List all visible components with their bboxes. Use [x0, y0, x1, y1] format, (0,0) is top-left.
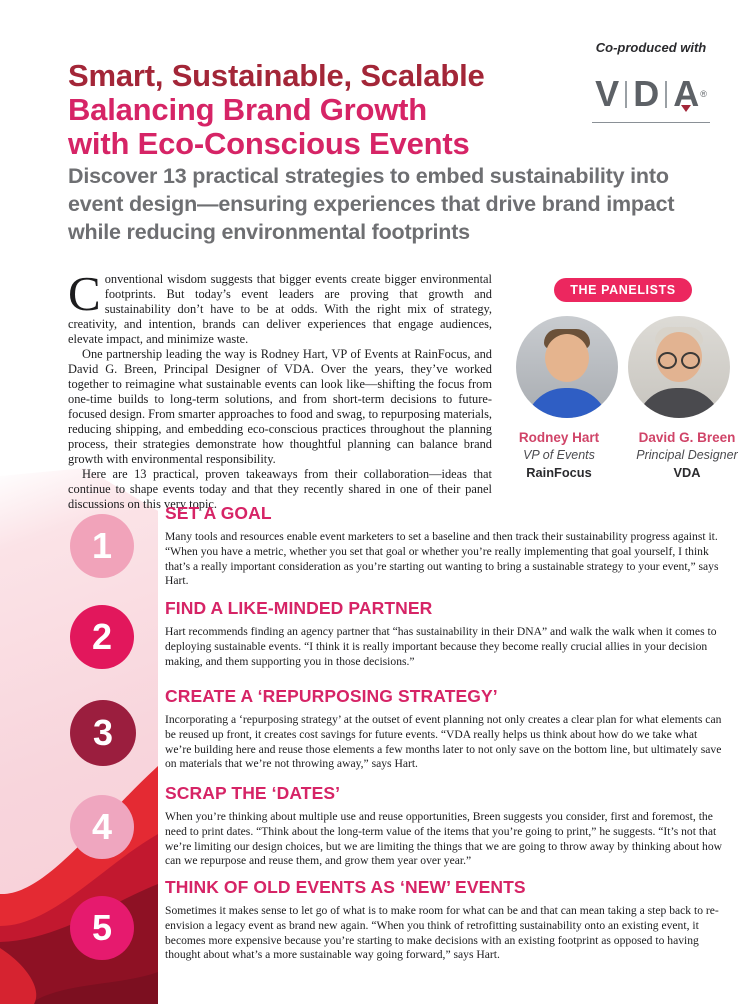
- avatar-shirt: [525, 388, 609, 418]
- section-repurposing-strategy: [165, 686, 725, 772]
- intro-paragraph-1: [68, 266, 492, 347]
- panelist-company: RainFocus: [526, 465, 592, 480]
- avatar-shirt: [636, 388, 722, 418]
- drop-cap: C: [68, 266, 101, 321]
- vda-letter-v: V: [595, 73, 620, 114]
- panelist-name: David G. Breen: [638, 430, 736, 445]
- intro-paragraph-2: One partnership leading the way is Rodney Hart, VP of Events at RainFocus, and David G. Breen, Principal Designer of VDA. Over the years, they’ve worked together to reimagine what sustainable events can look like—shifting the focus from one-time builds to long-term solutions, and from short-term decisions to future-focused design. From smarter approaches to food and swag, to repurposing materials, reducing shipping, and embedding eco-conscious practices throughout the planning process, their strategies demonstrate how thoughtful planning can balance brand growth with environmental responsibility.: [68, 347, 492, 466]
- section-set-a-goal: [165, 503, 725, 589]
- panelists-badge: THE PANELISTS: [554, 278, 692, 302]
- panelist-title: VP of Events: [523, 448, 595, 462]
- number-circle-5: 5: [70, 896, 134, 960]
- panelist-david: [628, 430, 746, 480]
- panelist-title: Principal Designer: [636, 448, 738, 462]
- vda-separator: [665, 81, 667, 108]
- vda-triangle-icon: [681, 105, 691, 112]
- registered-mark: ®: [700, 89, 707, 99]
- title-line-1: Smart, Sustainable, Scalable: [68, 57, 485, 93]
- section-body: When you’re thinking about multiple use and reuse opportunities, Breen suggests you consider, first and foremost, the need to print dates. “Think about the long-term value of the items that you’re going to print,” he suggests. “It’s not that we’re limiting our design choices, but we are limiting the things that we are going to throw away by thinking about how can we repurpose and reuse them, and grow them year over year.”: [165, 810, 723, 868]
- subtitle: Discover 13 practical strategies to embed sustainability into event design—ensuring experiences that drive brand impact while reducing environmental footprints: [68, 164, 675, 244]
- section-scrap-the-dates: [165, 783, 725, 869]
- panelists-block: [500, 272, 746, 480]
- page-title: [68, 59, 588, 161]
- vda-logo: [586, 73, 716, 115]
- coproduced-block: [586, 40, 716, 123]
- section-body: Many tools and resources enable event marketers to set a baseline and then track their sustainability progress against it. “When you have a metric, whether you set that goal or whether you’re really implementing that goal yourself, I think that’s a really important consideration as you’re starting out wanting to bring a sustainable strategy to your event,” says Hart.: [165, 530, 719, 588]
- number-circle-4: 4: [70, 795, 134, 859]
- number-circle-2: 2: [70, 605, 134, 669]
- panelist-names: [500, 430, 746, 480]
- title-line-2: Balancing Brand Growth: [68, 91, 428, 127]
- panelist-name: Rodney Hart: [518, 430, 600, 445]
- section-heading: CREATE A ‘REPURPOSING STRATEGY’: [165, 686, 498, 706]
- panelist-photo-david: [628, 316, 730, 418]
- vda-underline: [592, 122, 710, 123]
- section-like-minded-partner: [165, 598, 725, 669]
- vda-letter-a: A: [673, 73, 700, 114]
- section-heading: SET A GOAL: [165, 503, 272, 523]
- panelist-photo-rodney: [516, 316, 618, 418]
- number-circle-1: 1: [70, 514, 134, 578]
- vda-separator: [625, 81, 627, 108]
- avatar-head: [545, 334, 589, 382]
- section-heading: FIND A LIKE-MINDED PARTNER: [165, 598, 433, 618]
- vda-letter-d: D: [633, 73, 660, 114]
- section-heading: THINK OF OLD EVENTS AS ‘NEW’ EVENTS: [165, 877, 526, 897]
- coproduced-label: Co-produced with: [595, 40, 707, 55]
- glasses-icon: [658, 352, 700, 369]
- intro-paragraph-3: Here are 13 practical, proven takeaways from their collaboration—ideas that continue to shape events today and that they recently shared in one of their panel discussions on this very topic.: [68, 467, 492, 511]
- section-body: Sometimes it makes sense to let go of what is to make room for what can be and that can mean taking a step back to re-envision a legacy event as brand new again. “When you think of retrofitting sustainability onto an existing event, it becomes more expensive because you’re starting to make decisions with an existing footprint as opposed to having thought about what’s a more sustainable way going forward,” says Hart.: [165, 904, 719, 962]
- intro-paragraph-1-text: onventional wisdom suggests that bigger events create bigger environmental footprints. But today’s event leaders are proving that growth and sustainability don’t have to be at odds. With the right mix of strategy, creativity, and intention, brands can deliver experiences that engage audiences, elevate impact, and minimize waste.: [68, 272, 492, 346]
- section-old-events-as-new: [165, 877, 725, 963]
- title-line-3: with Eco-Conscious Events: [68, 125, 470, 161]
- intro-copy: [68, 266, 492, 512]
- section-heading: SCRAP THE ‘DATES’: [165, 783, 341, 803]
- panelist-rodney: [500, 430, 618, 480]
- panelist-company: VDA: [673, 465, 701, 480]
- section-body: Hart recommends finding an agency partner that “has sustainability in their DNA” and walk the walk when it comes to deploying sustainable events. “I think it is really important because they become really crucial allies in your decision making, and them supporting you in those decisions.”: [165, 625, 717, 668]
- number-circle-3: 3: [70, 700, 136, 766]
- section-body: Incorporating a ‘repurposing strategy’ at the outset of event planning not only creates a clear plan for what elements can be reused up front, it creates cost savings for future events. “VDA really helps us think about how do we take what we’re building here and reuse those elements a few months later to not only save on the bottom line, but ultimately save on materials that we’re not throwing away,” says Hart.: [165, 713, 722, 771]
- panelist-photos: [500, 316, 746, 418]
